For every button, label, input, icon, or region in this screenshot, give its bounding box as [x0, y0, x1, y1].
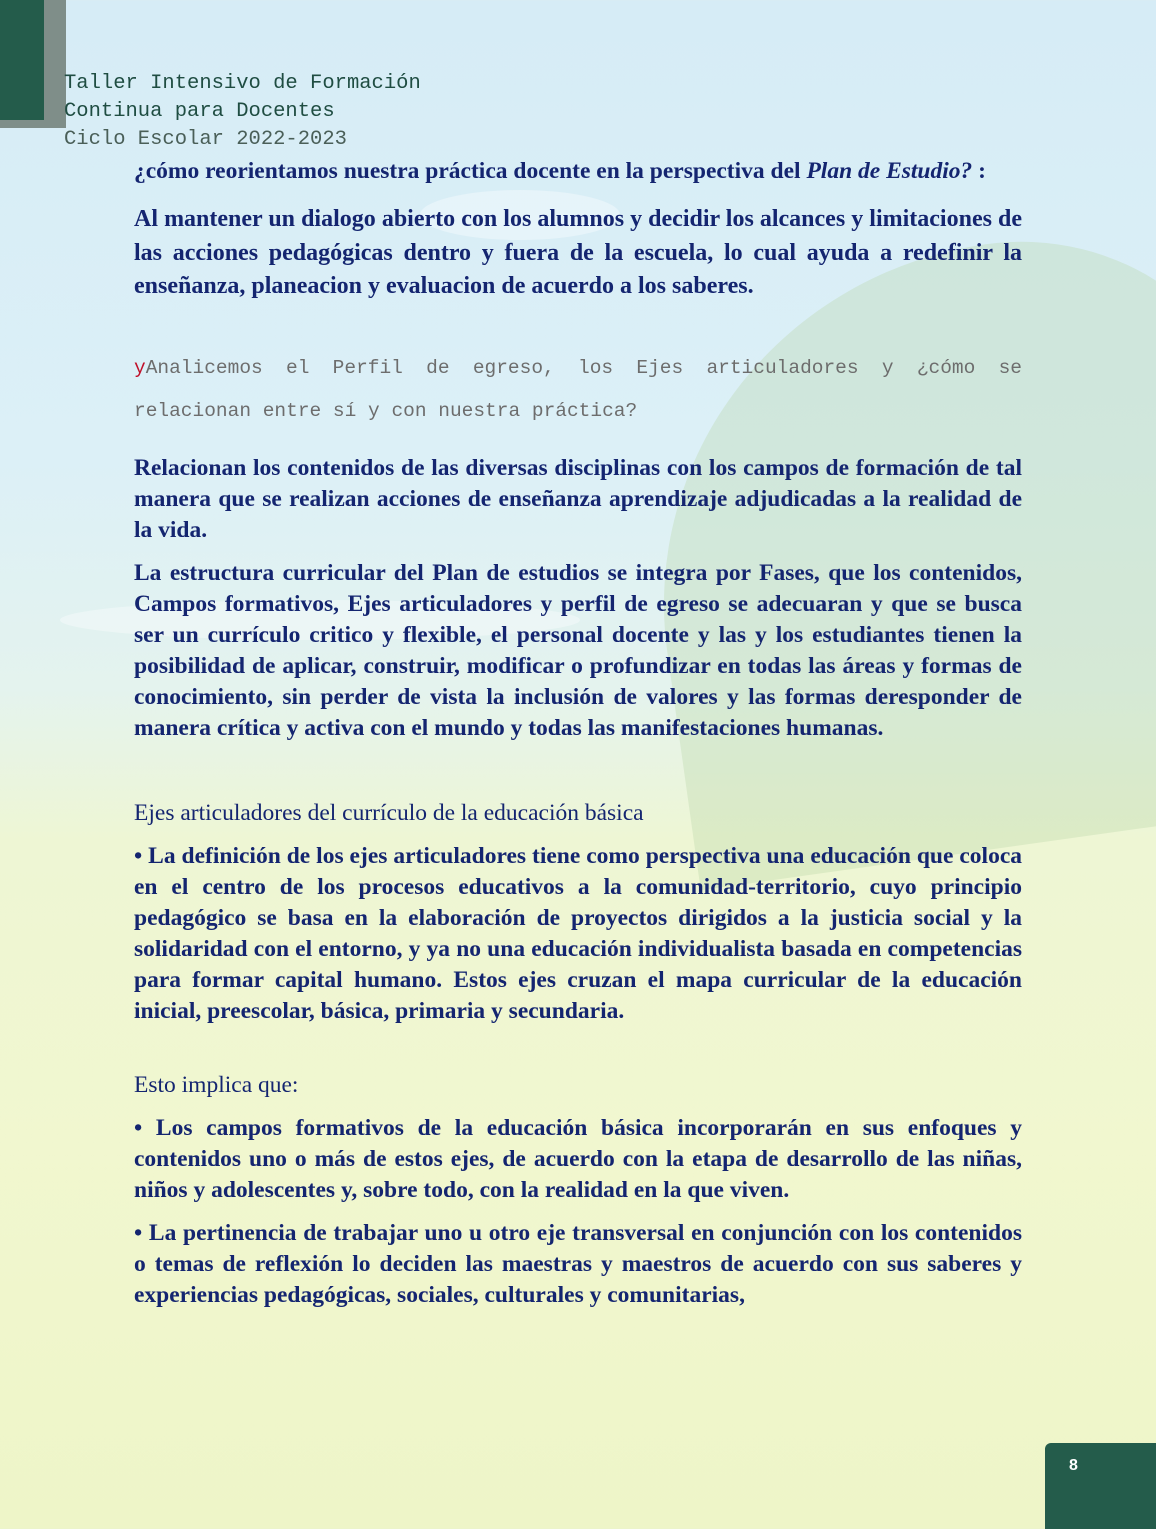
header-line-2: Continua para Docentes [64, 100, 335, 123]
bullet-2: • Los campos formativos de la educación básica incorporarán en sus enfoques y contenidos uno o más de estos ejes, de acuerdo con la etapa de desarrollo de las niñas, niños y adolescentes y, sobre todo, con la realidad en la que viven. [134, 1114, 1022, 1203]
page-header [64, 70, 421, 154]
answer-2b: La estructura curricular del Plan de estudios se integra por Fases, que los contenidos, Campos formativos, Ejes articuladores y perfil de egreso se adecuaran y que se busca ser un currículo critico y flexible, el personal docente y las y los estudiantes tienen la posibilidad de aplicar, construir, modificar o profundizar en todas las áreas y formas de conocimiento, sin perder de vista la inclusión de valores y las formas deresponder de manera crítica y activa con el mundo y todas las manifestaciones humanas. [134, 559, 1022, 741]
question-2 [134, 347, 1022, 433]
question-1 [134, 156, 1022, 187]
section-title: Ejes articuladores del currículo de la educación básica [134, 799, 644, 826]
header-line-3: Ciclo Escolar 2022-2023 [64, 128, 347, 151]
answer-1: Al mantener un dialogo abierto con los alumnos y decidir los alcances y limitaciones de las acciones pedagógicas dentro y fuera de la escuela, lo cual ayuda a redefinir la enseñanza, planeacion y evaluacion de acuerdo a los saberes. [134, 206, 1022, 299]
bullet-3: • La pertinencia de trabajar uno u otro eje transversal en conjunción con los contenidos o temas de reflexión lo deciden las maestras y maestros de acuerdo con sus saberes y experiencias pedagógicas, sociales, culturales y comunitarias, [134, 1219, 1022, 1308]
question-1-italic: Plan de Estudio? [806, 158, 973, 184]
question-2-bullet: y [134, 356, 146, 379]
corner-tab [0, 0, 44, 120]
page-number-badge [1045, 1443, 1156, 1529]
header-line-1: Taller Intensivo de Formación [64, 72, 421, 95]
bullet-1: • La definición de los ejes articuladores tiene como perspectiva una educación que coloca en el centro de los procesos educativos a la comunidad-territorio, cuyo principio pedagógico se basa en la elaboración de proyectos dirigidos a la justicia social y la solidaridad con el entorno, y ya no una educación individualista basada en competencias para formar capital humano. Estos ejes cruzan el mapa curricular de la educación inicial, preescolar, básica, primaria y secundaria. [134, 842, 1022, 1024]
implica-label: Esto implica que: [134, 1071, 299, 1098]
answer-2a: Relacionan los contenidos de las diversas disciplinas con los campos de formación de tal manera que se realizan acciones de enseñanza aprendizaje adjudicadas a la realidad de la vida. [134, 454, 1022, 543]
question-1-tail: : [972, 158, 986, 184]
page-number: 8 [1069, 1457, 1078, 1474]
question-1-text: ¿cómo reorientamos nuestra práctica docente en la perspectiva del [134, 158, 807, 184]
page-content [134, 156, 1022, 1311]
question-2-text: Analicemos el Perfil de egreso, los Ejes articuladores y ¿cómo se relacionan entre sí y con nuestra práctica? [134, 356, 1022, 422]
